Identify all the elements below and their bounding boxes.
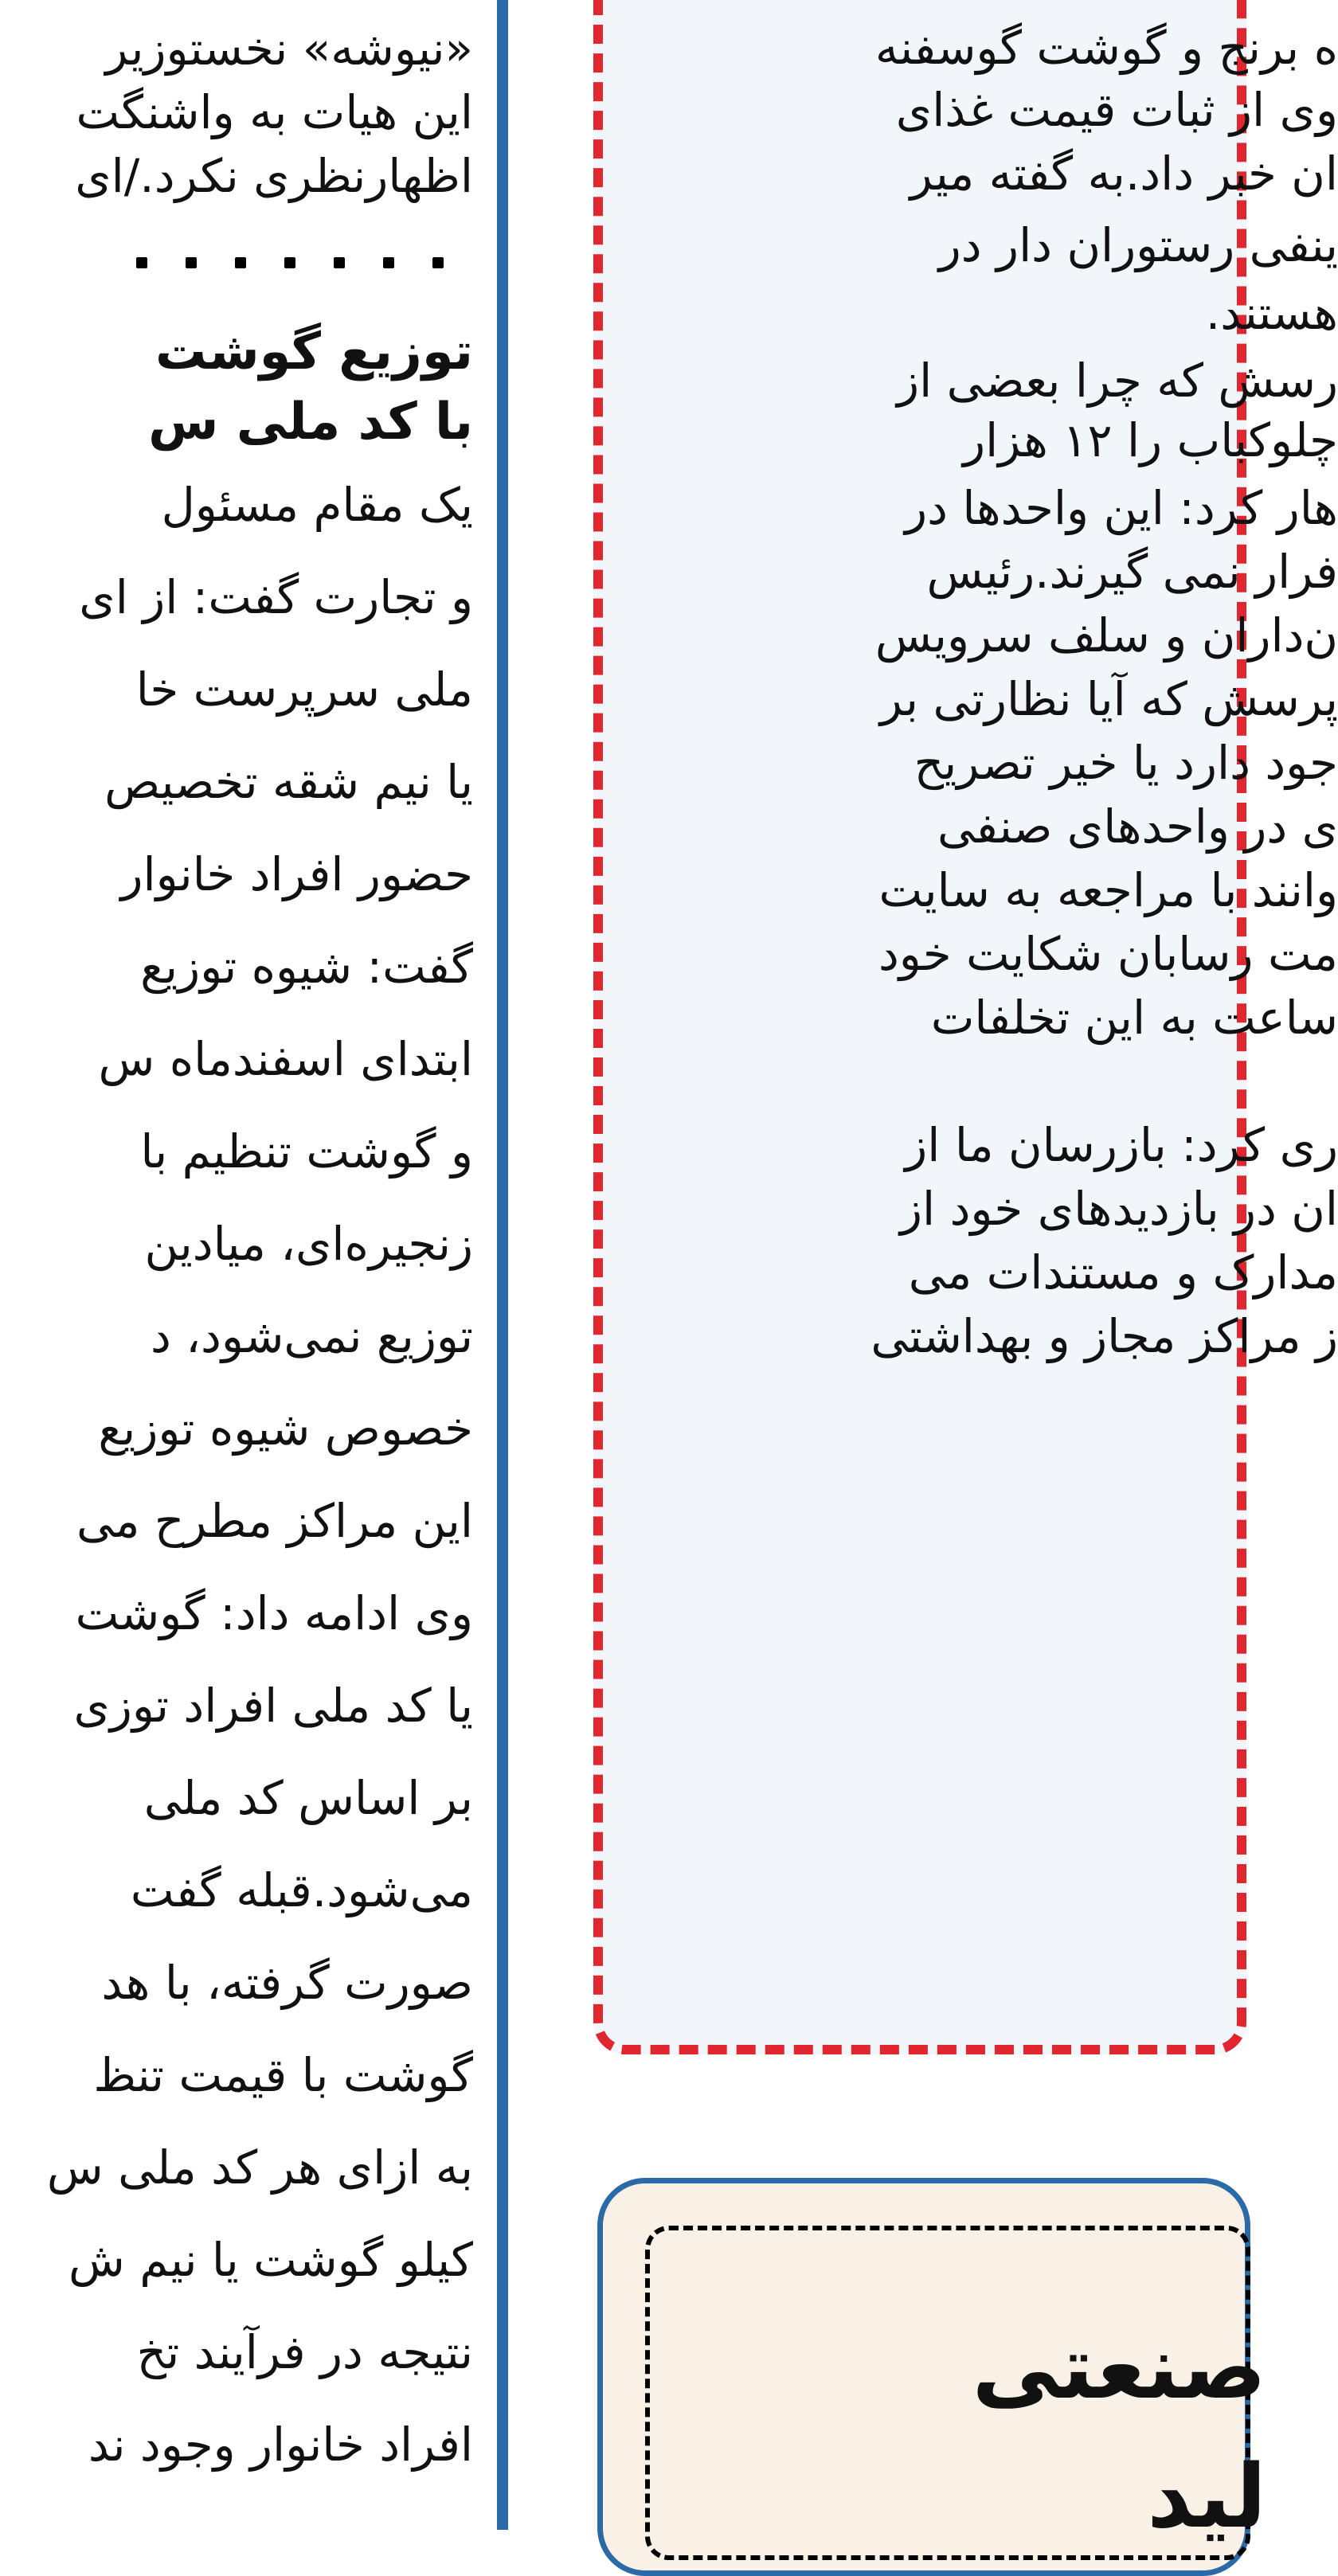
left-news-column — [0, 0, 487, 2530]
divider-dot — [235, 257, 246, 268]
divider-dot — [284, 257, 295, 268]
column-text-line: «نیوشه» نخستوزیر — [105, 21, 473, 76]
divider-dot — [383, 257, 394, 268]
boxed-text-line: ان در بازدیدهای خود از — [900, 1182, 1338, 1236]
boxed-text-line: ن‌داران و سلف سرویس — [874, 608, 1338, 663]
boxed-text-line: رسش که چرا بعضی از — [897, 354, 1338, 408]
boxed-text-line: مت رسابان شکایت خود — [878, 927, 1338, 981]
column-text-line: ابتدای اسفندماه س — [98, 1032, 473, 1086]
column-text-line: ملی سرپرست خا — [135, 663, 473, 717]
column-divider-rule — [497, 0, 508, 2530]
boxed-text-line: هار کرد: این واحدها در — [905, 481, 1338, 535]
column-text-line: افراد خانوار وجود ند — [88, 2418, 473, 2472]
boxed-text-line: ان خبر داد.به گفته میر — [910, 147, 1338, 201]
column-text-line: اظهارنظری نکرد./ای — [75, 149, 473, 203]
lower-box-title-line: صنعتی — [972, 2316, 1266, 2418]
divider-dot — [186, 257, 197, 268]
column-text-line: این مراکز مطرح می — [76, 1494, 473, 1548]
column-text-line: یا کد ملی افراد توزی — [73, 1679, 473, 1733]
column-text-line: حضور افراد خانوار — [120, 847, 473, 901]
boxed-text-line: ز مراکز مجاز و بهداشتی — [870, 1309, 1338, 1363]
column-text-line: گفت: شیوه توزیع — [140, 940, 473, 994]
boxed-text-line: پرسش که آیا نظارتی بر — [879, 672, 1338, 726]
boxed-text-line: وی از ثبات قیمت غذای — [895, 83, 1338, 137]
column-text-line: بر اساس کد ملی — [143, 1771, 473, 1825]
boxed-text-line: فرار نمی گیرند.رئیس — [926, 545, 1338, 599]
column-text-line: گوشت با قیمت تنظ — [93, 2048, 473, 2102]
boxed-text-line: جود دارد یا خیر تصریح — [914, 736, 1338, 790]
column-text-line: یک مقام مسئول — [161, 478, 473, 532]
article-headline-line: توزیع گوشت — [155, 322, 473, 381]
lower-box-title-line: لید — [1147, 2445, 1266, 2547]
column-text-line: صورت گرفته، با هد — [101, 1956, 473, 2010]
boxed-text-line: مدارک و مستندات می — [908, 1245, 1338, 1300]
column-text-line: به ازای هر کد ملی س — [46, 2140, 473, 2195]
column-text-line: این هیات به واشنگت — [76, 85, 473, 139]
column-text-line: خصوص شیوه توزیع — [98, 1401, 473, 1456]
boxed-text-line: هستند. — [1205, 286, 1338, 340]
boxed-text-line: چلوکباب را ۱۲ هزار — [963, 413, 1338, 467]
boxed-text-line: ساعت به این تخلفات — [930, 991, 1338, 1045]
column-text-line: وی ادامه داد: گوشت — [75, 1586, 473, 1640]
boxed-text-line: ی در واحدهای صنفی — [937, 799, 1338, 854]
divider-dot — [334, 257, 345, 268]
column-text-line: زنجیره‌ای، میادین — [144, 1217, 473, 1271]
column-text-line: و تجارت گفت: از ای — [79, 570, 473, 624]
boxed-text-line: ه برنج و گوشت گوسفنه — [874, 21, 1338, 75]
column-text-line: توزیع نمی‌شود، د — [151, 1309, 473, 1363]
divider-dot — [432, 257, 444, 268]
section-divider-dots — [136, 257, 444, 268]
article-headline-line: با کد ملی س — [148, 393, 473, 451]
divider-dot — [136, 257, 147, 268]
boxed-text-line: وانند با مراجعه به سایت — [878, 863, 1338, 917]
column-text-line: و گوشت تنظیم با — [140, 1124, 473, 1179]
boxed-text-line: ینفی رستوران دار در — [938, 218, 1338, 272]
column-text-line: یا نیم شقه تخصیص — [104, 755, 473, 809]
column-text-line: کیلو گوشت یا نیم ش — [68, 2233, 473, 2287]
column-text-line: نتیجه در فرآیند تخ — [136, 2325, 473, 2379]
boxed-text-line: ری کرد: بازرسان ما از — [905, 1118, 1338, 1172]
column-text-line: می‌شود.قبله گفت — [130, 1863, 473, 1917]
